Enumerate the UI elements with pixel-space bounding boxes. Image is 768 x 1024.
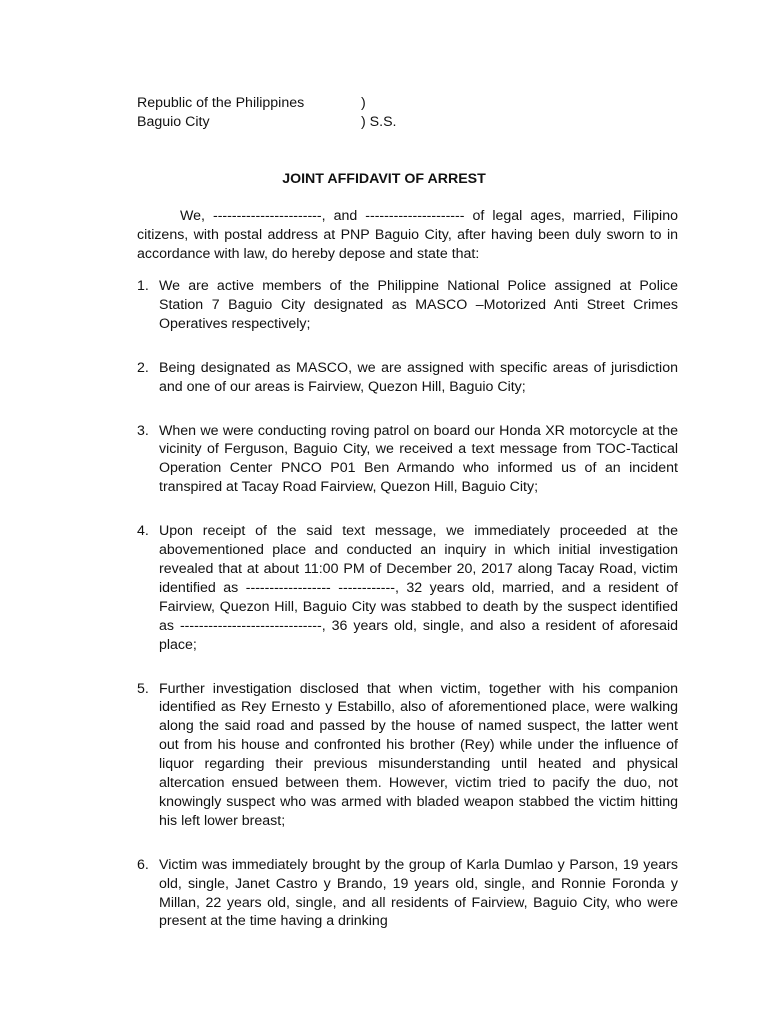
document-title: JOINT AFFIDAVIT OF ARREST xyxy=(282,171,486,187)
statement-text: Upon receipt of the said text message, we immediately proceeded at the abovementioned place and conducted an inquiry in which initial investigation revealed that at about 11:00 PM of December 20, 2017 along Tacay Road, victim identified as ------------------ ------------, 32 years old, married, and a resident of Fairview, Quezon Hill, Baguio City was stabbed to death by the suspect identified as ------------------------------, 36 years old, single, and also a resident of aforesaid place; xyxy=(159,523,678,653)
statement-number: 1. xyxy=(137,278,149,294)
statement-number: 5. xyxy=(137,680,149,697)
statement-item xyxy=(137,359,678,397)
venue-country: Republic of the Philippines xyxy=(137,95,305,111)
intro-paragraph: We, -----------------------, and --------------------- of legal ages, married, Filipino citizens, with postal address at PNP Baguio City, after having been duly sworn to in accordance with law, do hereby depose and state that: xyxy=(137,208,678,262)
statement-item xyxy=(137,277,678,334)
statement-item xyxy=(137,856,678,932)
statement-text: Further investigation disclosed that when victim, together with his companion identified as Rey Ernesto y Estabillo, also of aforementioned place, were walking along the said road and passed by the house of named suspect, the latter went out from his house and confronted his brother (Rey) while under the influence of liquor regarding their previous misunderstanding until heated and physical altercation ensued between them. However, victim tried to pacify the duo, not knowingly suspect who was armed with bladed weapon stabbed the victim hitting his left lower breast; xyxy=(159,680,678,829)
venue-city-paren: ) S.S. xyxy=(361,114,397,130)
statement-item xyxy=(137,422,678,498)
statement-item xyxy=(137,680,678,831)
venue-row-city xyxy=(137,113,397,132)
statement-number: 2. xyxy=(137,359,149,376)
venue-row-country xyxy=(137,94,366,113)
numbered-statements xyxy=(137,277,678,931)
venue-city: Baguio City xyxy=(137,114,210,130)
statement-text: We are active members of the Philippine National Police assigned at Police Station 7 Baguio City designated as MASCO –Motorized Anti Street Crimes Operatives respectively; xyxy=(159,278,678,332)
statement-number: 6. xyxy=(137,856,149,873)
statement-text: When we were conducting roving patrol on board our Honda XR motorcycle at the vicinity of Ferguson, Baguio City, we received a text message from TOC-Tactical Operation Center PNCO P01 Ben Armando who informed us of an incident transpired at Tacay Road Fairview, Quezon Hill, Baguio City; xyxy=(159,422,678,496)
statement-text: Being designated as MASCO, we are assigned with specific areas of jurisdiction and one of our areas is Fairview, Quezon Hill, Baguio City; xyxy=(159,359,678,395)
statement-item xyxy=(137,522,678,654)
venue-block xyxy=(137,94,397,132)
statement-text: Victim was immediately brought by the group of Karla Dumlao y Parson, 19 years old, single, Janet Castro y Brando, 19 years old, single, and Ronnie Foronda y Millan, 22 years old, single, and all residents of Fairview, Baguio City, who were present at the time having a drinking xyxy=(159,856,678,930)
statement-number: 3. xyxy=(137,422,149,439)
statement-number: 4. xyxy=(137,523,149,540)
venue-country-paren: ) xyxy=(361,95,366,111)
